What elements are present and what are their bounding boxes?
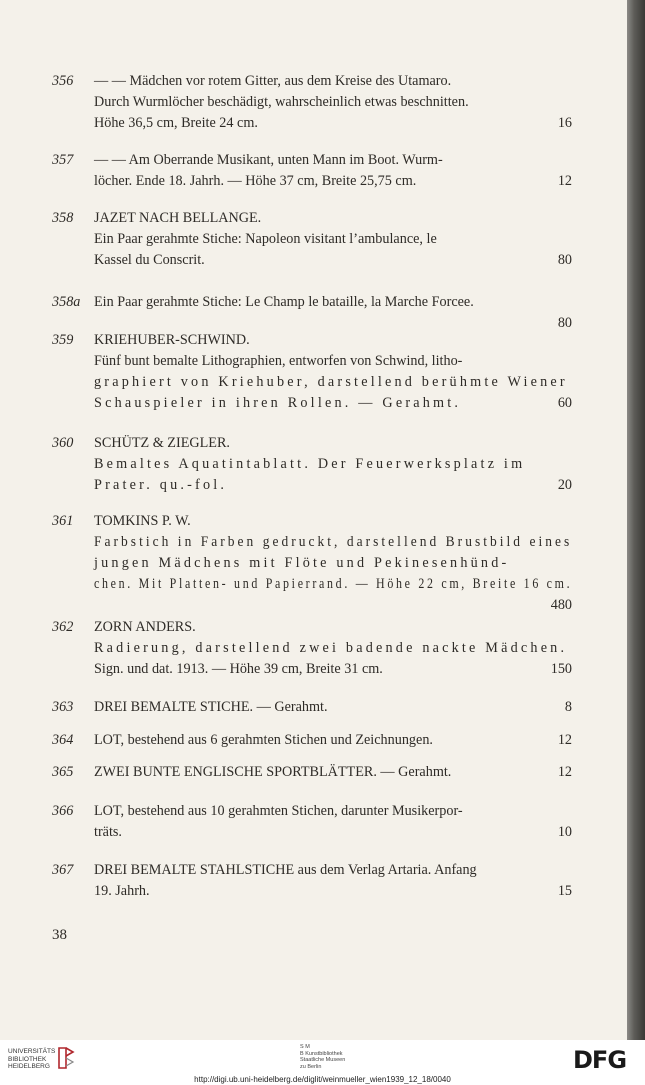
description-line: TOMKINS P. W. bbox=[94, 513, 191, 529]
description-line: jungen Mädchens mit Flöte und Pekinesenhünd- bbox=[94, 555, 510, 571]
description-line: Höhe 36,5 cm, Breite 24 cm. bbox=[94, 115, 258, 131]
lot-price: 150 bbox=[550, 661, 572, 677]
catalog-entry bbox=[52, 330, 572, 414]
catalog-entry bbox=[52, 150, 572, 192]
description-line: — — Am Oberrande Musikant, unten Mann im Boot. Wurm- bbox=[94, 152, 443, 168]
lot-description bbox=[94, 801, 572, 843]
lot-description bbox=[94, 511, 572, 616]
lot-description bbox=[94, 697, 572, 718]
lot-number: 361 bbox=[52, 513, 74, 529]
lot-description bbox=[94, 71, 572, 134]
description-line: Schauspieler in ihren Rollen. — Gerahmt. bbox=[94, 395, 462, 411]
description-line: Durch Wurmlöcher beschädigt, wahrscheinlich etwas beschnitten. bbox=[94, 94, 469, 110]
catalog-entry bbox=[52, 697, 572, 718]
description-line: ZWEI BUNTE ENGLISCHE SPORTBLÄTTER. — Gerahmt. bbox=[94, 764, 452, 780]
description-line: DREI BEMALTE STICHE. — Gerahmt. bbox=[94, 699, 328, 715]
description-line: LOT, bestehend aus 6 gerahmten Stichen und Zeichnungen. bbox=[94, 732, 433, 748]
lot-number: 360 bbox=[52, 435, 74, 451]
lot-number: 358a bbox=[52, 294, 81, 310]
description-line: Sign. und dat. 1913. — Höhe 39 cm, Breite 31 cm. bbox=[94, 661, 383, 677]
catalog-entry bbox=[52, 511, 572, 616]
lot-description bbox=[94, 150, 572, 192]
lot-price: 10 bbox=[557, 824, 572, 840]
description-line: graphiert von Kriehuber, darstellend berühmte Wiener bbox=[94, 374, 568, 390]
catalog-entry bbox=[52, 860, 572, 902]
lot-number: 359 bbox=[52, 332, 74, 348]
source-url-link[interactable]: http://digi.ub.uni-heidelberg.de/diglit/weinmueller_wien1939_12_18/0040 bbox=[194, 1075, 451, 1084]
catalog-entry bbox=[52, 617, 572, 680]
description-line: Bemaltes Aquatintablatt. Der Feuerwerksplatz im bbox=[94, 456, 526, 472]
catalog-entry bbox=[52, 801, 572, 843]
lot-price: 12 bbox=[557, 764, 572, 780]
lot-number: 367 bbox=[52, 862, 74, 878]
lot-description bbox=[94, 292, 572, 334]
description-line: Kassel du Conscrit. bbox=[94, 252, 205, 268]
description-line: JAZET NACH BELLANGE. bbox=[94, 210, 262, 226]
lot-price: 12 bbox=[557, 173, 572, 189]
description-line: chen. Mit Platten- und Papierrand. — Höhe 22 cm, Breite 16 cm. bbox=[94, 576, 573, 592]
description-line: Fünf bunt bemalte Lithographien, entworfen von Schwind, litho- bbox=[94, 353, 463, 369]
dfg-logo: DFG bbox=[573, 1046, 627, 1074]
lot-number: 363 bbox=[52, 699, 74, 715]
catalog-entry bbox=[52, 433, 572, 496]
lot-price: 480 bbox=[550, 597, 572, 613]
description-line: SCHÜTZ & ZIEGLER. bbox=[94, 435, 230, 451]
lot-price: 16 bbox=[557, 115, 572, 131]
description-line: löcher. Ende 18. Jahrh. — Höhe 37 cm, Breite 25,75 cm. bbox=[94, 173, 417, 189]
lot-price: 60 bbox=[557, 395, 572, 411]
description-line: träts. bbox=[94, 824, 122, 840]
catalog-entry bbox=[52, 730, 572, 751]
lot-price: 12 bbox=[557, 732, 572, 748]
lot-description bbox=[94, 762, 572, 783]
lot-number: 362 bbox=[52, 619, 74, 635]
museum-stamp: S M B Kunstbibliothek Staatliche Museen zu Berlin bbox=[300, 1044, 346, 1070]
lot-number: 357 bbox=[52, 152, 74, 168]
university-library-name: UNIVERSITÄTS BIBLIOTHEK HEIDELBERG bbox=[8, 1048, 56, 1070]
lot-number: 366 bbox=[52, 803, 74, 819]
lot-description bbox=[94, 433, 572, 496]
description-line: — — Mädchen vor rotem Gitter, aus dem Kreise des Utamaro. bbox=[94, 73, 452, 89]
lot-description bbox=[94, 860, 572, 902]
description-line: Prater. qu.-fol. bbox=[94, 477, 228, 493]
university-logo-icon bbox=[56, 1046, 76, 1070]
description-line: ZORN ANDERS. bbox=[94, 619, 196, 635]
description-line: LOT, bestehend aus 10 gerahmten Stichen, darunter Musikerpor- bbox=[94, 803, 463, 819]
lot-number: 358 bbox=[52, 210, 74, 226]
lot-description bbox=[94, 617, 572, 680]
lot-price: 8 bbox=[564, 699, 572, 715]
description-line: Radierung, darstellend zwei badende nackte Mädchen. bbox=[94, 640, 568, 656]
lot-price: 20 bbox=[557, 477, 572, 493]
description-line: 19. Jahrh. bbox=[94, 883, 150, 899]
catalog-entry bbox=[52, 292, 572, 334]
lot-number: 365 bbox=[52, 764, 74, 780]
page-number: 38 bbox=[52, 927, 67, 943]
lot-description bbox=[94, 730, 572, 751]
lot-description bbox=[94, 330, 572, 414]
description-line: DREI BEMALTE STAHLSTICHE aus dem Verlag Artaria. Anfang bbox=[94, 862, 477, 878]
lot-description bbox=[94, 208, 572, 271]
description-line: Ein Paar gerahmte Stiche: Napoleon visitant l’ambulance, le bbox=[94, 231, 437, 247]
book-edge bbox=[627, 0, 645, 1040]
description-line: Farbstich in Farben gedruckt, darstellend Brustbild eines bbox=[94, 534, 573, 550]
lot-number: 356 bbox=[52, 73, 74, 89]
description-line: KRIEHUBER-SCHWIND. bbox=[94, 332, 250, 348]
lot-price: 80 bbox=[557, 252, 572, 268]
catalog-entry bbox=[52, 208, 572, 271]
catalog-entry bbox=[52, 71, 572, 134]
description-line: Ein Paar gerahmte Stiche: Le Champ le bataille, la Marche Forcee. bbox=[94, 294, 474, 310]
lot-price: 15 bbox=[557, 883, 572, 899]
lot-price: 80 bbox=[557, 315, 572, 331]
lot-number: 364 bbox=[52, 732, 74, 748]
catalog-entry bbox=[52, 762, 572, 783]
